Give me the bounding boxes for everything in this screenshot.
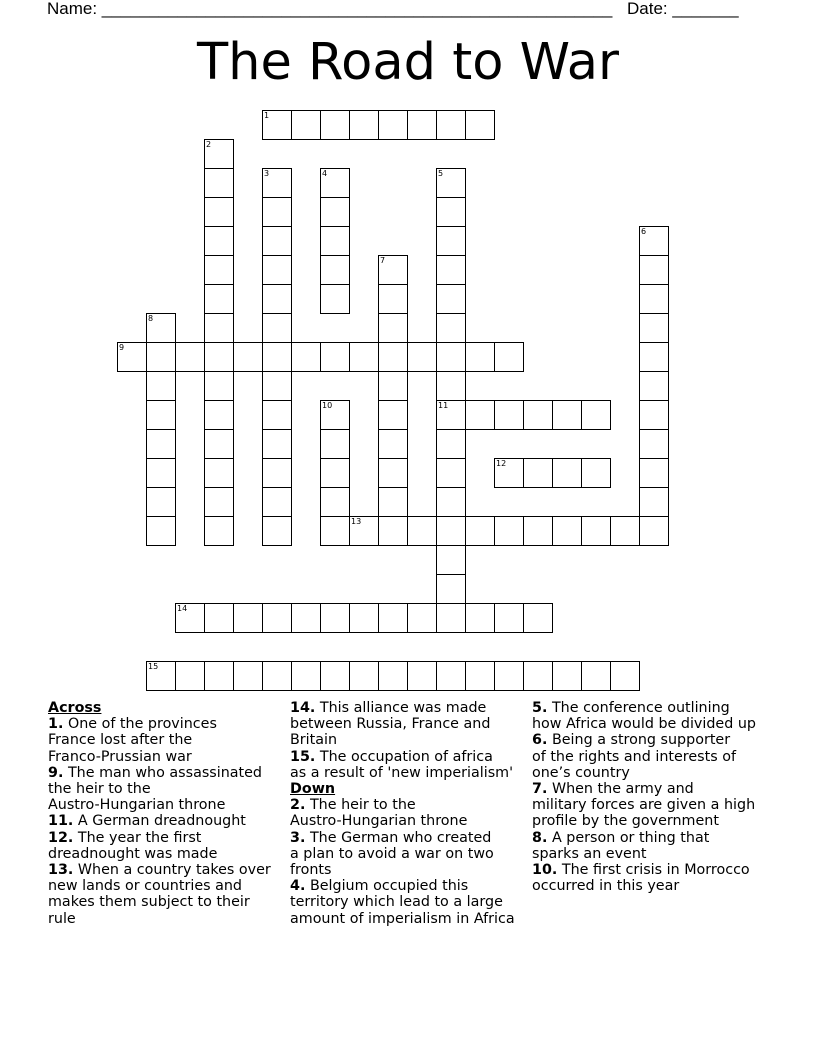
grid-cell[interactable] (552, 516, 582, 546)
clue-line (290, 765, 515, 781)
clue (290, 749, 515, 781)
grid-cell[interactable] (204, 661, 234, 691)
clue-text: When a country takes over (77, 862, 271, 879)
clue-text: Being a strong supporter (551, 732, 731, 749)
grid-cell[interactable] (262, 429, 292, 459)
grid-cell[interactable] (552, 458, 582, 488)
clue-number-label: 13 (351, 517, 362, 526)
grid-cell[interactable] (465, 110, 495, 140)
grid-cell[interactable] (407, 342, 437, 372)
clue-line (532, 732, 756, 748)
clue (532, 862, 756, 894)
grid-cell[interactable] (349, 516, 379, 546)
grid-cell[interactable] (436, 458, 466, 488)
clue-line (48, 894, 271, 910)
clue-line (48, 781, 271, 797)
grid-cell[interactable] (204, 603, 234, 633)
grid-cell[interactable] (262, 110, 292, 140)
clue (48, 716, 271, 765)
clue-text: The first crisis in Morrocco (561, 862, 750, 879)
grid-cell[interactable] (175, 661, 205, 691)
grid-cell[interactable] (320, 603, 350, 633)
grid-cell[interactable] (146, 458, 176, 488)
clue-text: dreadnought was made (48, 845, 218, 862)
grid-cell[interactable] (204, 197, 234, 227)
clue-line (48, 732, 271, 748)
clue-number: 7. (532, 781, 548, 798)
down-heading: Down (290, 781, 336, 798)
clue (532, 732, 756, 781)
clue-line (48, 797, 271, 813)
grid-cell[interactable] (378, 342, 408, 372)
clue (290, 797, 515, 829)
grid-cell[interactable] (581, 661, 611, 691)
name-field[interactable]: Name: ______________________________________________________ (47, 0, 613, 18)
grid-cell[interactable] (204, 458, 234, 488)
clue-text: Franco-Prussian war (48, 748, 192, 765)
clue-number: 2. (290, 797, 306, 814)
clue-text: profile by the government (532, 813, 719, 830)
clue-number-label: 8 (148, 314, 154, 323)
grid-cell[interactable] (378, 603, 408, 633)
clue-text: military forces are given a high (532, 797, 756, 814)
clue-line (290, 830, 515, 846)
grid-cell[interactable] (320, 661, 350, 691)
clue-line (48, 830, 271, 846)
clue-text: one’s country (532, 764, 630, 781)
grid-cell[interactable] (465, 603, 495, 633)
grid-cell[interactable] (610, 661, 640, 691)
grid-cell[interactable] (262, 168, 292, 198)
clue-line (48, 716, 271, 732)
clue-number-label: 1 (264, 111, 270, 120)
clue-line (290, 911, 515, 927)
clue-line (48, 765, 271, 781)
grid-cell[interactable] (204, 342, 234, 372)
clue-text: The year the first (77, 829, 202, 846)
clue-number: 9. (48, 764, 64, 781)
clue-text: A German dreadnought (77, 813, 246, 830)
clue (48, 830, 271, 862)
grid-cell[interactable] (262, 255, 292, 285)
grid-cell[interactable] (204, 226, 234, 256)
grid-cell[interactable] (262, 516, 292, 546)
clue-text: of the rights and interests of (532, 748, 736, 765)
clue-text: The German who created (309, 829, 492, 846)
grid-cell[interactable] (378, 429, 408, 459)
grid-cell[interactable] (320, 284, 350, 314)
clue-line (532, 700, 756, 716)
grid-cell[interactable] (523, 661, 553, 691)
grid-cell[interactable] (465, 516, 495, 546)
grid-cell[interactable] (320, 168, 350, 198)
clue-text: occurred in this year (532, 878, 680, 895)
clue-text: between Russia, France and (290, 716, 491, 733)
clue-text: The heir to the (309, 797, 416, 814)
grid-cell[interactable] (320, 342, 350, 372)
grid-cell[interactable] (349, 110, 379, 140)
grid-cell[interactable] (378, 516, 408, 546)
grid-cell[interactable] (291, 603, 321, 633)
grid-cell[interactable] (407, 110, 437, 140)
grid-cell[interactable] (204, 429, 234, 459)
grid-cell[interactable] (204, 516, 234, 546)
grid-cell[interactable] (639, 371, 669, 401)
clue-number: 15. (290, 748, 316, 765)
clue-line (290, 700, 515, 716)
clue (532, 830, 756, 862)
grid-cell[interactable] (436, 313, 466, 343)
clue-line (290, 813, 515, 829)
grid-cell[interactable] (494, 603, 524, 633)
clue-line (532, 813, 756, 829)
clue-text: territory which lead to a large (290, 894, 503, 911)
grid-cell[interactable] (349, 661, 379, 691)
clue-line (532, 846, 756, 862)
clue-line (48, 749, 271, 765)
clue-line (532, 781, 756, 797)
grid-cell[interactable] (436, 226, 466, 256)
grid-cell[interactable] (610, 516, 640, 546)
grid-cell[interactable] (407, 516, 437, 546)
grid-cell[interactable] (146, 487, 176, 517)
grid-cell[interactable] (262, 371, 292, 401)
clue-number-label: 3 (264, 169, 270, 178)
clue (290, 700, 515, 749)
clue (48, 813, 271, 829)
clue-text: The conference outlining (551, 700, 730, 716)
grid-cell[interactable] (233, 603, 263, 633)
grid-cell[interactable] (349, 342, 379, 372)
clue-number-label: 6 (641, 227, 647, 236)
grid-cell[interactable] (204, 487, 234, 517)
clue-number: 3. (290, 829, 306, 846)
clue-text: Austro-Hungarian throne (290, 813, 468, 830)
grid-cell[interactable] (262, 487, 292, 517)
clue-text: how Africa would be divided up (532, 716, 756, 733)
grid-cell[interactable] (291, 661, 321, 691)
grid-cell[interactable] (639, 429, 669, 459)
grid-cell[interactable] (552, 661, 582, 691)
clue-line (48, 862, 271, 878)
grid-cell[interactable] (175, 603, 205, 633)
clue-line (48, 911, 271, 927)
grid-cell[interactable] (262, 458, 292, 488)
grid-cell[interactable] (233, 342, 263, 372)
grid-cell[interactable] (378, 284, 408, 314)
grid-cell[interactable] (378, 661, 408, 691)
grid-cell[interactable] (639, 458, 669, 488)
grid-cell[interactable] (349, 603, 379, 633)
grid-cell[interactable] (639, 342, 669, 372)
grid-cell[interactable] (146, 400, 176, 430)
clue-number: 13. (48, 862, 74, 879)
clue-number-label: 14 (177, 604, 188, 613)
grid-cell[interactable] (262, 400, 292, 430)
grid-cell[interactable] (581, 400, 611, 430)
grid-cell[interactable] (204, 139, 234, 169)
grid-cell[interactable] (146, 516, 176, 546)
clue-line (290, 878, 515, 894)
grid-cell[interactable] (639, 400, 669, 430)
clue-number: 5. (532, 700, 548, 716)
clue-number-label: 4 (322, 169, 328, 178)
clue (290, 878, 515, 927)
grid-cell[interactable] (204, 168, 234, 198)
grid-cell[interactable] (262, 197, 292, 227)
clue-number: 12. (48, 829, 74, 846)
grid-cell[interactable] (262, 342, 292, 372)
grid-cell[interactable] (436, 255, 466, 285)
clue (532, 700, 756, 732)
clue-column-2 (290, 700, 515, 927)
clue-line (532, 765, 756, 781)
clue-line (290, 732, 515, 748)
clue-line (290, 862, 515, 878)
clue-line (532, 797, 756, 813)
grid-cell[interactable] (378, 313, 408, 343)
grid-cell[interactable] (204, 313, 234, 343)
grid-cell[interactable] (465, 400, 495, 430)
clue-line (532, 862, 756, 878)
clue-text: This alliance was made (319, 700, 487, 716)
clue-line (48, 878, 271, 894)
grid-cell[interactable] (523, 458, 553, 488)
grid-cell[interactable] (494, 458, 524, 488)
clue-line (290, 749, 515, 765)
grid-cell[interactable] (233, 661, 263, 691)
clue-text: A person or thing that (551, 829, 710, 846)
clue-line (532, 830, 756, 846)
clue-text: Austro-Hungarian throne (48, 797, 226, 814)
grid-cell[interactable] (639, 487, 669, 517)
grid-cell[interactable] (523, 603, 553, 633)
grid-cell[interactable] (436, 545, 466, 575)
grid-cell[interactable] (291, 110, 321, 140)
grid-cell[interactable] (465, 661, 495, 691)
clue-line (48, 813, 271, 829)
clue-line (532, 749, 756, 765)
grid-cell[interactable] (378, 371, 408, 401)
across-heading: Across (48, 700, 102, 716)
grid-cell[interactable] (291, 342, 321, 372)
clue-text: Britain (290, 732, 338, 749)
grid-cell[interactable] (146, 313, 176, 343)
grid-cell[interactable] (581, 458, 611, 488)
clue-line (290, 894, 515, 910)
grid-cell[interactable] (436, 661, 466, 691)
clue-number-label: 15 (148, 662, 159, 671)
grid-cell[interactable] (639, 516, 669, 546)
clue-line (532, 878, 756, 894)
clue-text: The occupation of africa (319, 748, 493, 765)
grid-cell[interactable] (262, 226, 292, 256)
clue (290, 830, 515, 879)
grid-cell[interactable] (117, 342, 147, 372)
grid-cell[interactable] (320, 429, 350, 459)
grid-cell[interactable] (639, 255, 669, 285)
clue-line (290, 797, 515, 813)
clue-number: 1. (48, 716, 64, 733)
grid-cell[interactable] (436, 516, 466, 546)
grid-cell[interactable] (436, 487, 466, 517)
clue-text: amount of imperialism in Africa (290, 910, 515, 927)
clue-number-label: 10 (322, 401, 333, 410)
clue-number-label: 5 (438, 169, 444, 178)
grid-cell[interactable] (639, 284, 669, 314)
grid-cell[interactable] (320, 516, 350, 546)
grid-cell[interactable] (262, 284, 292, 314)
grid-cell[interactable] (320, 226, 350, 256)
clue-line (532, 716, 756, 732)
grid-cell[interactable] (175, 342, 205, 372)
grid-cell[interactable] (378, 255, 408, 285)
clue (48, 765, 271, 814)
grid-cell[interactable] (436, 284, 466, 314)
grid-cell[interactable] (494, 400, 524, 430)
clue-column-3 (532, 700, 756, 894)
clue (48, 862, 271, 927)
clue-number-label: 12 (496, 459, 507, 468)
grid-cell[interactable] (146, 661, 176, 691)
grid-cell[interactable] (378, 110, 408, 140)
grid-cell[interactable] (436, 197, 466, 227)
grid-cell[interactable] (320, 487, 350, 517)
grid-cell[interactable] (407, 603, 437, 633)
grid-cell[interactable] (146, 371, 176, 401)
grid-cell[interactable] (552, 400, 582, 430)
grid-cell[interactable] (494, 342, 524, 372)
grid-cell[interactable] (204, 400, 234, 430)
grid-cell[interactable] (320, 458, 350, 488)
grid-cell[interactable] (378, 487, 408, 517)
clue-text: fronts (290, 862, 332, 879)
grid-cell[interactable] (436, 603, 466, 633)
grid-cell[interactable] (436, 110, 466, 140)
clue-text: a plan to avoid a war on two (290, 845, 494, 862)
clue-text: France lost after the (48, 732, 193, 749)
grid-cell[interactable] (320, 255, 350, 285)
clue-number-label: 7 (380, 256, 386, 265)
clue-number: 11. (48, 813, 74, 830)
clue-text: sparks an event (532, 845, 647, 862)
clue-text: makes them subject to their (48, 894, 250, 911)
grid-cell[interactable] (320, 110, 350, 140)
clue-text: new lands or countries and (48, 878, 242, 895)
grid-cell[interactable] (436, 429, 466, 459)
clue-line (290, 716, 515, 732)
clue-number-label: 9 (119, 343, 125, 352)
grid-cell[interactable] (146, 342, 176, 372)
grid-cell[interactable] (204, 255, 234, 285)
grid-cell[interactable] (378, 400, 408, 430)
grid-cell[interactable] (378, 458, 408, 488)
clue-column-1 (48, 700, 271, 927)
grid-cell[interactable] (262, 661, 292, 691)
grid-cell[interactable] (436, 342, 466, 372)
clue (532, 781, 756, 830)
grid-cell[interactable] (436, 371, 466, 401)
clue-number-label: 11 (438, 401, 449, 410)
page-title: The Road to War (196, 33, 620, 92)
grid-cell[interactable] (320, 197, 350, 227)
grid-cell[interactable] (523, 400, 553, 430)
clue-number: 10. (532, 862, 558, 879)
grid-cell[interactable] (523, 516, 553, 546)
grid-cell[interactable] (146, 429, 176, 459)
clue-number-label: 2 (206, 140, 212, 149)
grid-cell[interactable] (262, 313, 292, 343)
clue-number: 14. (290, 700, 316, 716)
grid-cell[interactable] (639, 313, 669, 343)
clue-line (48, 846, 271, 862)
grid-cell[interactable] (581, 516, 611, 546)
grid-cell[interactable] (407, 661, 437, 691)
clue-number: 8. (532, 829, 548, 846)
clue-text: One of the provinces (67, 716, 217, 733)
clue-text: rule (48, 910, 76, 927)
grid-cell[interactable] (494, 661, 524, 691)
grid-cell[interactable] (262, 603, 292, 633)
grid-cell[interactable] (204, 284, 234, 314)
clue-text: as a result of 'new imperialism' (290, 764, 514, 781)
grid-cell[interactable] (639, 226, 669, 256)
clue-number: 6. (532, 732, 548, 749)
clue-number: 4. (290, 878, 306, 895)
clue-text: the heir to the (48, 781, 151, 798)
grid-cell[interactable] (436, 574, 466, 604)
grid-cell[interactable] (494, 516, 524, 546)
grid-cell[interactable] (320, 400, 350, 430)
date-field[interactable]: Date: _______ (627, 0, 739, 18)
clue-text: The man who assassinated (67, 764, 262, 781)
grid-cell[interactable] (204, 371, 234, 401)
grid-cell[interactable] (436, 168, 466, 198)
grid-cell[interactable] (465, 342, 495, 372)
grid-cell[interactable] (436, 400, 466, 430)
clue-text: Belgium occupied this (309, 878, 469, 895)
clue-text: When the army and (551, 781, 694, 798)
clue-line (290, 846, 515, 862)
